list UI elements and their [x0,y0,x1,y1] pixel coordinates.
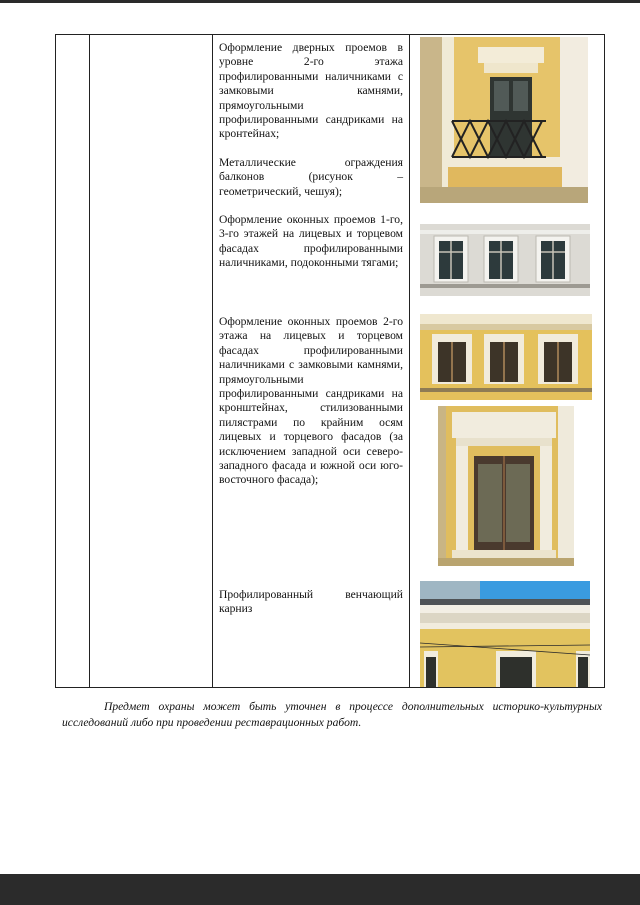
scan-bottom-edge [0,874,640,905]
door-balcony-photo [420,37,588,203]
protection-subject-table [55,34,605,688]
windows-row-photo [420,224,590,296]
row-description-door-openings: Оформление дверных проемов в уровне 2-го этажа профилированными наличниками с замковыми камнями, прямоугольными профилированными сандриками на кронтейнах; [219,41,403,141]
column-divider [409,35,410,687]
row-description-balcony-railings: Металлические ограждения балконов (рисунок – геометрический, чешуя); [219,156,403,198]
row-description-windows-1-3-floors: Оформление оконных проемов 1-го, 3-го этажей на лицевых и торцевом фасадах профилированными наличниками, подоконными тягами; [219,213,403,270]
scan-top-edge [0,0,640,3]
cornice-photo [420,581,590,687]
windows-photos [420,314,592,400]
row-description-windows-2-floor: Оформление оконных проемов 2-го этажа на лицевых и торцевом фасадах профилированными наличниками с замковыми камнями, прямоугольными профилированными сандриками на кронштейнах, стилизованными пилястрами по крайним осям лицевых и торцевого фасадов (за исключением западной оси северо-западного фасада и южной оси юго-восточного фасада); [219,315,403,487]
column-divider [89,35,90,687]
row-description-cornice: Профилированный венчающий карниз [219,588,403,616]
pilaster-window-photo [438,406,574,566]
footnote-text: Предмет охраны может быть уточнен в процессе дополнительных историко-культурных исследований либо при проведении реставрационных работ. [62,700,602,729]
column-divider [212,35,213,687]
